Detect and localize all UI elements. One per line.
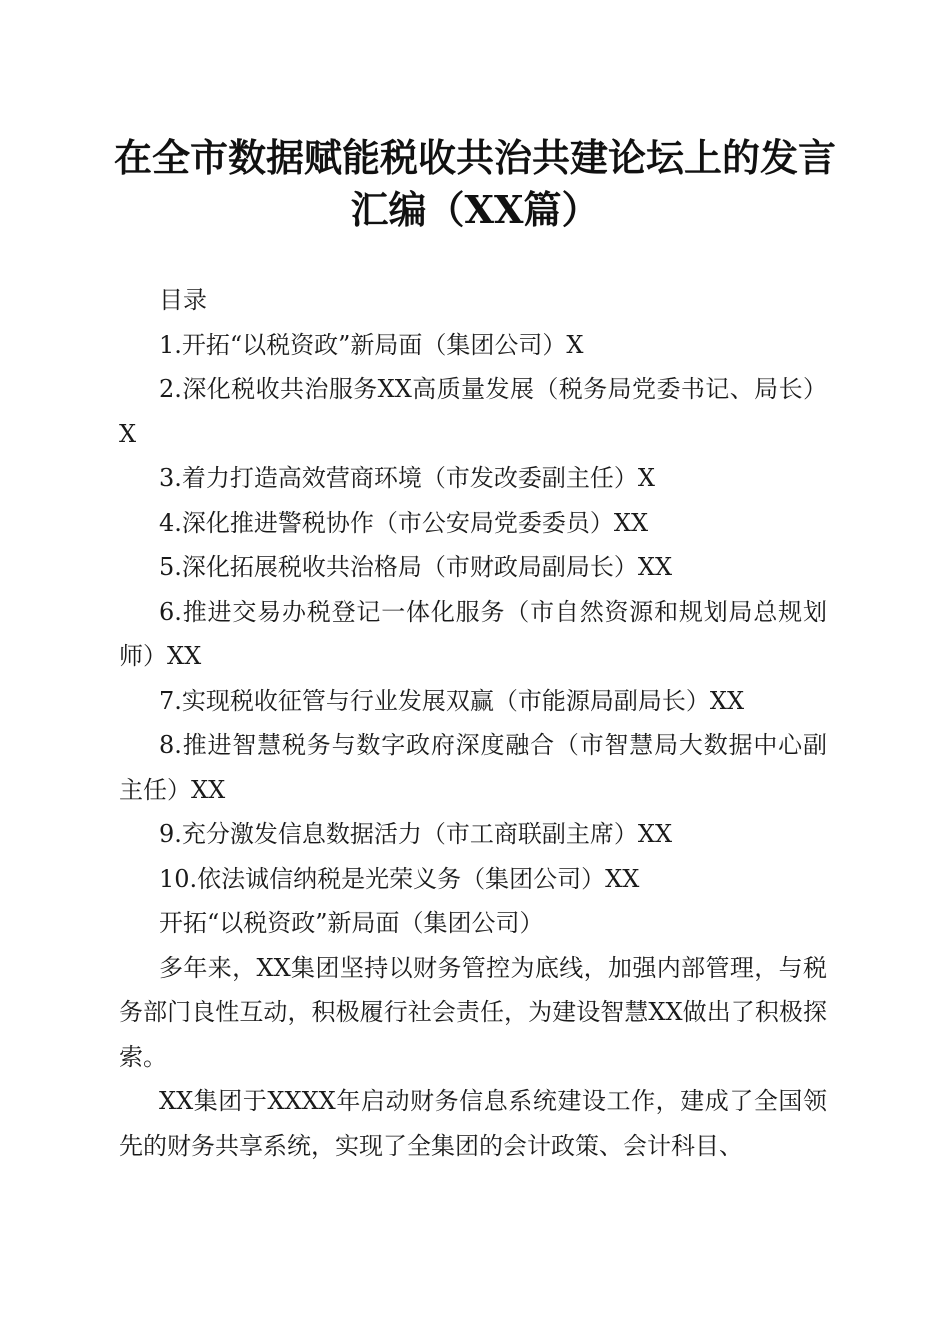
toc-item: 6.推进交易办税登记一体化服务（市自然资源和规划局总规划师）XX: [119, 597, 827, 670]
toc-item: 5.深化拓展税收共治格局（市财政局副局长）XX: [159, 553, 673, 581]
toc-heading: 目录: [159, 286, 207, 314]
body-paragraph: XX集团于XXXX年启动财务信息系统建设工作，建成了全国领先的财务共享系统，实现了全集团的会计政策、会计科目、: [119, 1087, 827, 1160]
toc-item: 10.依法诚信纳税是光荣义务（集团公司）XX: [159, 864, 640, 893]
toc-item: 1.开拓“以税资政”新局面（集团公司）X: [159, 330, 584, 359]
toc-item: 4.深化推进警税协作（市公安局党委委员）XX: [159, 508, 649, 537]
toc-item: 2.深化税收共治服务XX高质量发展（税务局党委书记、局长）X: [119, 375, 827, 448]
document-title: 在全市数据赋能税收共治共建论坛上的发言汇编（XX篇）: [113, 135, 836, 232]
section-heading: 开拓“以税资政”新局面（集团公司）: [159, 909, 544, 937]
toc-item: 7.实现税收征管与行业发展双赢（市能源局副局长）XX: [159, 686, 745, 715]
document-body: [119, 278, 827, 1168]
toc-item: 8.推进智慧税务与数字政府深度融合（市智慧局大数据中心副主任）XX: [119, 731, 827, 804]
toc-item: 9.充分激发信息数据活力（市工商联副主席）XX: [159, 820, 673, 848]
body-paragraph: 多年来，XX集团坚持以财务管控为底线，加强内部管理，与税务部门良性互动，积极履行社会责任，为建设智慧XX做出了积极探索。: [119, 953, 827, 1071]
toc-item: 3.着力打造高效营商环境（市发改委副主任）X: [159, 464, 655, 492]
